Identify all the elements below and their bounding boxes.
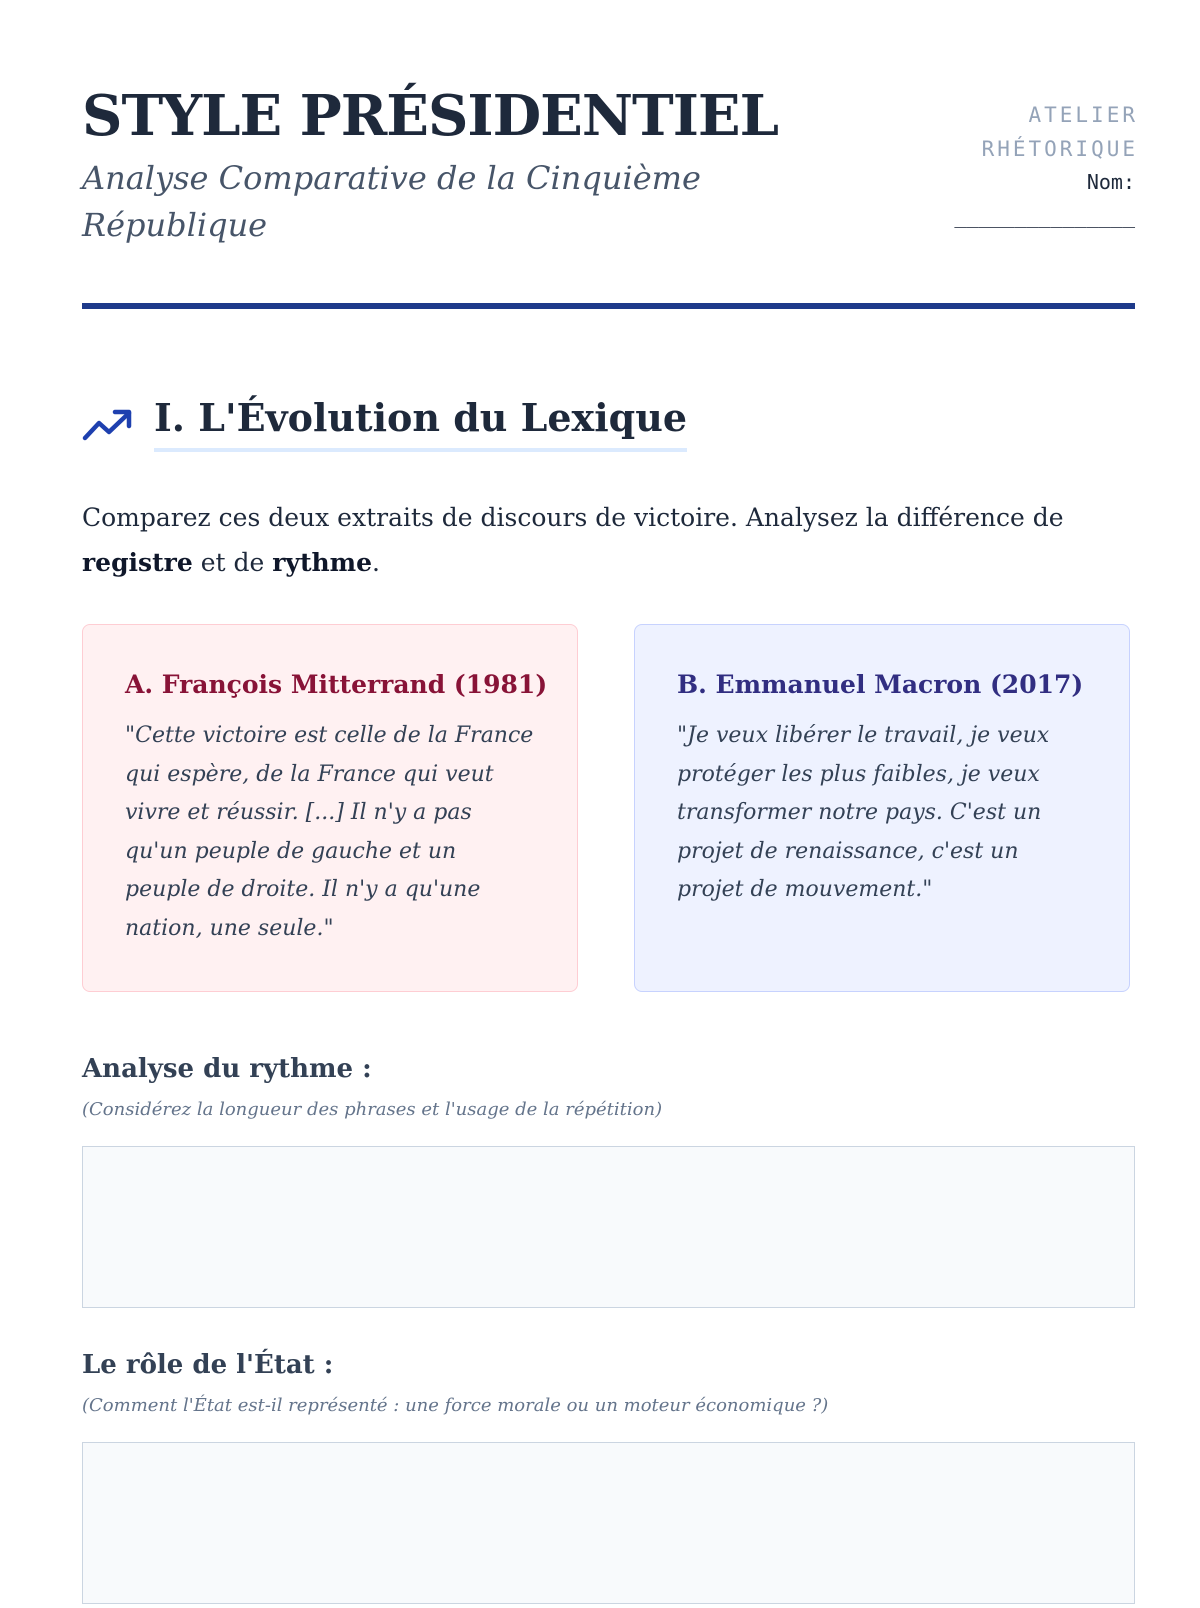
- worksheet-page: [82, 0, 1138, 1416]
- intro-text-start: Comparez ces deux extraits de discours de victoire. Analysez la différence de: [82, 503, 1064, 532]
- page-subtitle: Analyse Comparative de la Cinquième République: [82, 159, 701, 244]
- trending-up-icon: [82, 404, 134, 444]
- question-label: Analyse du rythme :: [82, 1054, 372, 1084]
- intro-keyword-rythme: rythme: [272, 548, 373, 577]
- page-title: STYLE PRÉSIDENTIEL: [82, 83, 778, 149]
- quote-card-title: B. Emmanuel Macron (2017): [677, 670, 1084, 699]
- intro-text-end: .: [372, 548, 380, 577]
- worksheet-header: [82, 0, 1138, 310]
- intro-text-mid: et de: [192, 548, 273, 577]
- quote-card-macron: [634, 624, 1130, 992]
- workshop-label-line2: RHÉTORIQUE: [981, 137, 1138, 161]
- header-meta: [875, 98, 1138, 234]
- section-title: I. L'Évolution du Lexique: [154, 390, 687, 452]
- quote-text: "Cette victoire est celle de la France qui espère, de la France qui veut vivre et réussir. [...] Il n'y a pas qu'un peuple de gauche et un peuple de droite. Il n'y a qu'une nation, une seule.": [125, 723, 534, 941]
- question-label: Le rôle de l'État :: [82, 1350, 334, 1380]
- intro-keyword-registre: registre: [82, 548, 193, 577]
- quote-card-title: A. François Mitterrand (1981): [125, 670, 548, 699]
- name-label: Nom:: [1086, 170, 1135, 194]
- workshop-label-line1: ATELIER: [1028, 103, 1138, 127]
- question-rhythm: [82, 1050, 1135, 1312]
- answer-box-state-role[interactable]: [82, 1442, 1135, 1604]
- quote-text: "Je veux libérer le travail, je veux protéger les plus faibles, je veux transformer notre pays. C'est un projet de renaissance, c'est un projet de mouvement.": [677, 723, 1050, 902]
- header-divider: [82, 303, 1135, 309]
- section-heading: [82, 390, 687, 456]
- name-blank-field[interactable]: _______________: [954, 204, 1135, 228]
- question-state-role: [82, 1346, 1135, 1608]
- section-intro: [82, 495, 1135, 585]
- answer-box-rhythm[interactable]: [82, 1146, 1135, 1308]
- question-hint: (Considérez la longueur des phrases et l'usage de la répétition): [82, 1099, 663, 1120]
- quote-card-mitterrand: [82, 624, 578, 992]
- question-hint: (Comment l'État est-il représenté : une force morale ou un moteur économique ?): [82, 1395, 829, 1416]
